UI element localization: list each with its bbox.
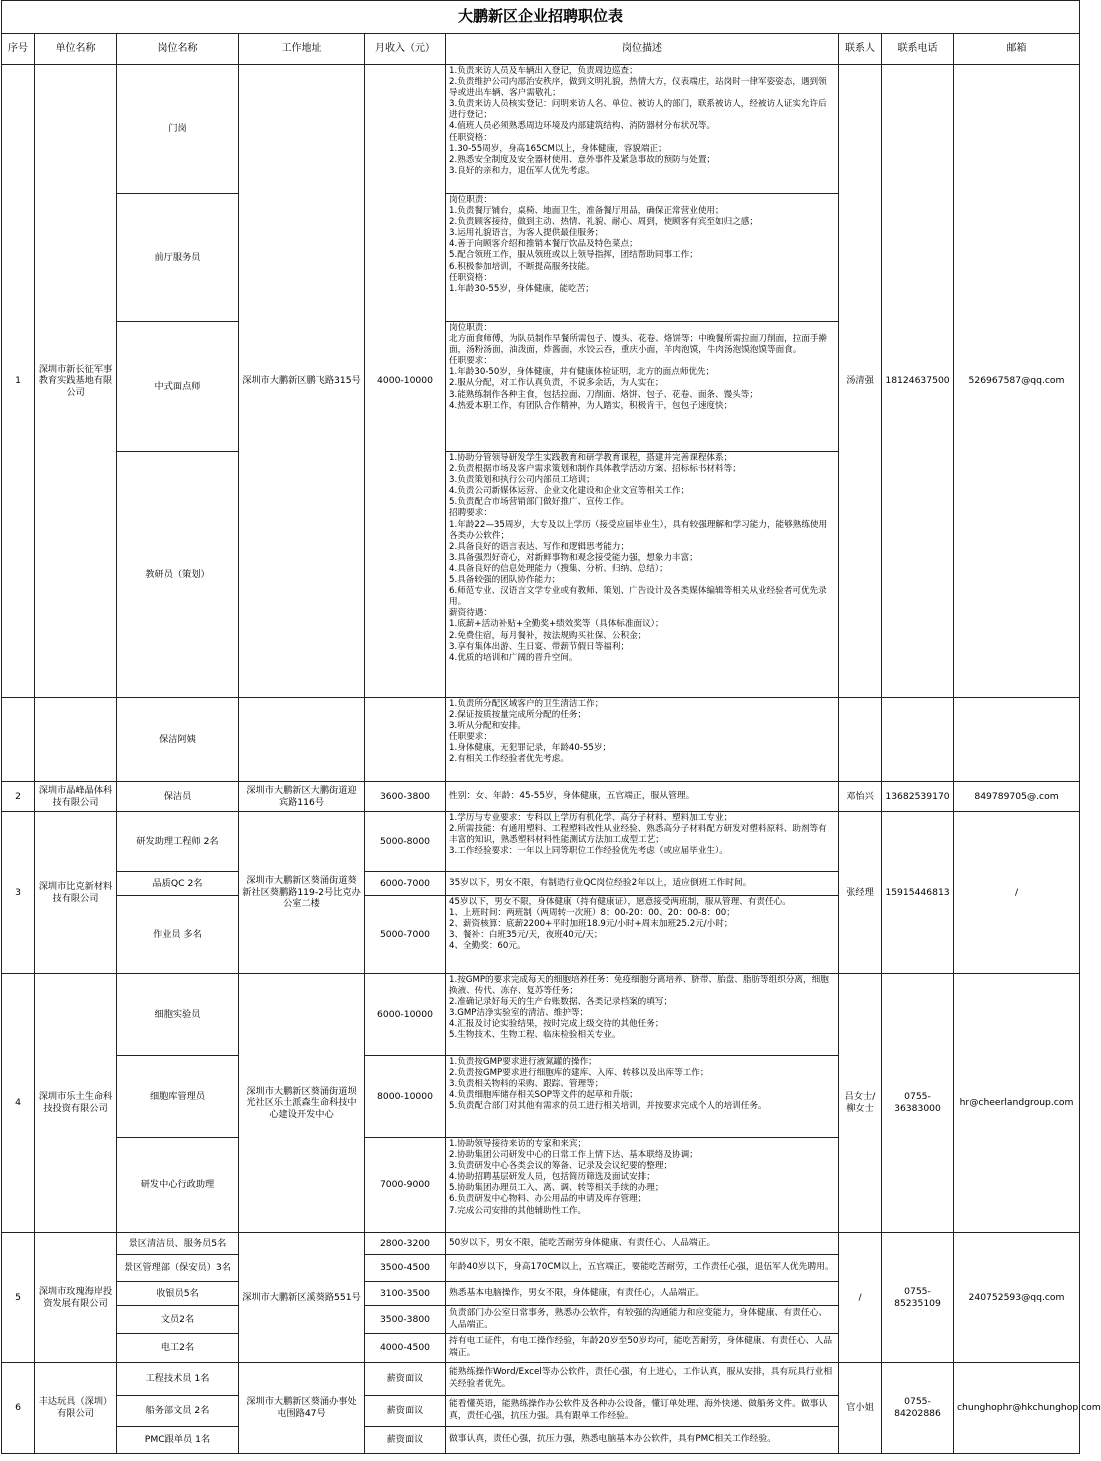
job-description: 1.负责所分配区域客户的卫生清洁工作； 2.保证按质按量完成所分配的任务； 3.听从分配和安排。 任职要求： 1.身体健康，无犯罪记录，年龄40-55岁； 2.有相关工作经验者优先考虑。 — [446, 698, 839, 782]
company-no: 1 — [2, 65, 35, 698]
company-name: 深圳市新长征军事教育实践基地有限公司 — [35, 65, 117, 698]
job-title: PMC跟单员 1名 — [117, 1427, 239, 1454]
salary: 7000-9000 — [365, 1138, 446, 1233]
recruitment-table — [1, 0, 1101, 1454]
job-title: 研发中心行政助理 — [117, 1138, 239, 1233]
salary: 5000-8000 — [365, 812, 446, 872]
company-no: 4 — [2, 974, 35, 1233]
job-description: 1.学历与专业要求：专科以上学历有机化学、高分子材料、塑料加工专业； 2.所需技能：有通用塑料、工程塑料改性从业经验、熟悉高分子材料配方研发对塑料原料、助剂等有丰富的知识，熟悉塑料材料性能测试方法加工成型工艺； 3.工作经验要求：一年以上同等职位工作经验优先考虑（或应届毕业生）。 — [446, 812, 839, 872]
contact-person: 邓怡兴 — [839, 782, 882, 812]
contact-phone: 15915446813 — [882, 812, 954, 974]
company-name: 深圳市玫瑰海岸投资发展有限公司 — [35, 1233, 117, 1363]
table-row — [2, 65, 1080, 194]
job-title: 文员2名 — [117, 1306, 239, 1334]
header-phone: 联系电话 — [882, 34, 954, 65]
job-description: 1.协助领导接待来访的专家和来宾； 2.协助集团公司研发中心的日常工作上情下达、基本联络及协调； 3.负责研发中心各类会议的筹备、记录及会议纪要的整理； 4.协助招聘基层研发人员，包括简历筛选及面试安排； 5.协助集团办理员工入、离、调、转等相关手续的办理； 6.负责研发中心物料、办公用品的申请及库存管理； 7.完成公司安排的其他辅助性工作。 — [446, 1138, 839, 1233]
job-title: 作业员 多名 — [117, 896, 239, 974]
table-row — [2, 812, 1080, 872]
company-no: 3 — [2, 812, 35, 974]
job-description: 岗位职责： 1.负责餐厅铺台，桌椅、地面卫生，准备餐厅用品，确保正常营业使用； 2.负责顾客接待，做到主动、热情、礼貌、耐心、周到，使顾客有宾至如归之感； 3.运用礼貌语言，为客人提供最佳服务； 4.善于向顾客介绍和推销本餐厅饮品及特色菜点； 5.配合领班工作，服从领班或以上领导指挥，团结帮助同事工作； 6.积极参加培训，不断提高服务技能。 任职资格： 1.年龄30-55岁，身体健康，能吃苦； — [446, 194, 839, 322]
salary: 6000-10000 — [365, 974, 446, 1056]
work-address: 深圳市大鹏新区大鹏街道迎宾路116号 — [239, 782, 365, 812]
contact-phone: 0755-84202886 — [882, 1363, 954, 1454]
contact-person: 汤清强 — [839, 65, 882, 698]
company-no: 2 — [2, 782, 35, 812]
contact-person: / — [839, 1233, 882, 1363]
work-address: 深圳市大鹏新区葵涌办事处屯围路47号 — [239, 1363, 365, 1454]
contact-person: 吕女士/柳女士 — [839, 974, 882, 1233]
job-description: 1.负责按GMP要求进行液氮罐的操作； 2.负责按GMP要求进行细胞库的建库、入库、转移以及出库等工作； 3.负责相关物料的采购、跟踪、管理等； 4.负责细胞库储存相关SOP等文件的起草和升版； 5.负责配合部门对其他有需求的员工进行相关培训，并按要求完成个人的培训任务。 — [446, 1056, 839, 1138]
job-description: 35岁以下，男女不限，有制造行业QC岗位经验2年以上，适应倒班工作时间。 — [446, 872, 839, 896]
table-row — [2, 782, 1080, 812]
work-address: 深圳市大鹏新区葵涌街道葵新社区葵鹏路119-2号比克办公室二楼 — [239, 812, 365, 974]
job-description: 持有电工证件，有电工操作经验，年龄20岁至50岁均可，能吃苦耐劳，身体健康、有责任心、人品端正。 — [446, 1334, 839, 1363]
contact-phone: 0755-36383000 — [882, 974, 954, 1233]
job-description: 1.按GMP的要求完成每天的细胞培养任务：免疫细胞分离培养、脐带、胎盘、脂肪等组织分离，细胞换液、传代、冻存、复苏等任务； 2.准确记录好每天的生产台账数据、各类记录档案的填写； 3.GMP洁净实验室的清洁、维护等； 4.汇报及讨论实验结果，按时完成上级交待的其他任务； 5.生物技术、生物工程、临床检验相关专业。 — [446, 974, 839, 1056]
salary: 3500-4500 — [365, 1255, 446, 1282]
header-salary: 月收入（元） — [365, 34, 446, 65]
work-address: 深圳市大鹏新区溪葵路551号 — [239, 1233, 365, 1363]
salary: 2800-3200 — [365, 1233, 446, 1255]
job-description: 性别：女、年龄：45-55岁，身体健康，五官端正，服从管理。 — [446, 782, 839, 812]
job-description: 能看懂英语，能熟练操作办公软件及各种办公设备，懂订单处理、海外快递、做船务文件。做事认真，责任心强，抗压力强。具有跟单工作经验。 — [446, 1396, 839, 1427]
job-description: 熟悉基本电脑操作，男女不限，身体健康，有责任心，人品端正。 — [446, 1282, 839, 1306]
job-title: 保洁阿姨 — [117, 698, 239, 782]
company-name: 深圳市比克新材料技有限公司 — [35, 812, 117, 974]
header-address: 工作地址 — [239, 34, 365, 65]
job-title: 教研员（策划） — [117, 452, 239, 698]
job-title: 细胞实验员 — [117, 974, 239, 1056]
company-name: 深圳市乐土生命科技投资有限公司 — [35, 974, 117, 1233]
header-description: 岗位描述 — [446, 34, 839, 65]
job-title: 品质QC 2名 — [117, 872, 239, 896]
job-description: 岗位职责： 北方面食师傅，为队员制作早餐所需包子、馒头、花卷、烙饼等；中晚餐所需拉面刀削面，拉面手擀面，汤粉汤面，油泼面，炸酱面，水饺云吞，重庆小面，羊肉泡馍，牛肉汤泡馍泡馍等面食。 任职要求： 1.年龄30-50岁，身体健康，并有健康体检证明，北方的面点师优先； 2.服从分配，对工作认真负责，不说多余话，为人实在； 3.能熟练制作各种主食，包括拉面、刀削面、烙饼、包子、花卷、面条、馒头等； 4.热爱本职工作，有团队合作精神，为人踏实，积极肯干，包包子速度快； — [446, 322, 839, 452]
salary: 6000-7000 — [365, 872, 446, 896]
salary: 4000-10000 — [365, 65, 446, 698]
table-row — [2, 974, 1080, 1056]
page-title: 大鹏新区企业招聘职位表 — [2, 1, 1080, 34]
contact-phone: 0755-85235109 — [882, 1233, 954, 1363]
job-title: 门岗 — [117, 65, 239, 194]
salary: 薪资面议 — [365, 1363, 446, 1396]
header-row — [2, 34, 1080, 65]
job-description: 1.协助分管领导研发学生实践教育和研学教育课程，搭建并完善课程体系； 2.负责根据市场及客户需求策划和制作具体教学活动方案、招标标书材料等； 3.负责策划和执行公司内部员工培训； 4.负责公司新媒体运营、企业文化建设和企业文宣等相关工作； 5.负责配合市场营销部门做好推广、宣传工作。 招聘要求： 1.年龄22—35周岁，大专及以上学历（接受应届毕业生），具有较强理解和学习能力，能够熟练使用各类办公软件； 2.具备良好的语言表达、写作和逻辑思考能力； 3.具备强烈好奇心，对新鲜事物和观念接受能力强，想象力丰富； 4.具备良好的信息处理能力（搜集、分析、归纳、总结）； 5.具备较强的团队协作能力； 6.师范专业、汉语言文学专业或有教师、策划、广告设计及各类媒体编辑等相关从业经验者可优先录用。 薪资待遇： 1.底薪+活动补贴+全勤奖+绩效奖等（具体标准面议）； 2.免费住宿，每月餐补，按法规购买社保、公积金； 3.享有集体出游、生日宴、带薪节假日等福利； 4.优质的培训和广阔的晋升空间。 — [446, 452, 839, 698]
table-row — [2, 698, 1080, 782]
header-job: 岗位名称 — [117, 34, 239, 65]
contact-phone: 13682539170 — [882, 782, 954, 812]
job-title: 中式面点师 — [117, 322, 239, 452]
contact-phone: 18124637500 — [882, 65, 954, 698]
table-row — [2, 1233, 1080, 1255]
header-email: 邮箱 — [954, 34, 1080, 65]
salary: 3500-3800 — [365, 1306, 446, 1334]
contact-email: hr@cheerlandgroup.com — [954, 974, 1080, 1233]
salary: 薪资面议 — [365, 1396, 446, 1427]
job-title: 收银员5名 — [117, 1282, 239, 1306]
job-description: 45岁以下，男女不限，身体健康（持有健康证），愿意接受两班制，服从管理、有责任心。 1、上班时间：两班制（两周转一次班）8：00-20：00、20：00-8：00； 2、薪资核算：底薪2200+平时加班18.9元/小时+周末加班25.2元/小时； 3、餐补：白班35元/天，夜班40元/天； 4、全勤奖：60元。 — [446, 896, 839, 974]
job-title: 景区清洁员、服务员5名 — [117, 1233, 239, 1255]
job-description: 做事认真，责任心强，抗压力强，熟悉电脑基本办公软件，具有PMC相关工作经验。 — [446, 1427, 839, 1454]
header-contact: 联系人 — [839, 34, 882, 65]
header-company: 单位名称 — [35, 34, 117, 65]
contact-email: chunghophr@hkchunghop.com — [954, 1363, 1080, 1454]
salary: 8000-10000 — [365, 1056, 446, 1138]
contact-email: 849789705@.com — [954, 782, 1080, 812]
job-title: 前厅服务员 — [117, 194, 239, 322]
job-description: 50岁以下，男女不限，能吃苦耐劳身体健康、有责任心、人品端正。 — [446, 1233, 839, 1255]
contact-person: 张经理 — [839, 812, 882, 974]
job-title: 电工2名 — [117, 1334, 239, 1363]
salary: 3600-3800 — [365, 782, 446, 812]
contact-person: 官小姐 — [839, 1363, 882, 1454]
job-title: 保洁员 — [117, 782, 239, 812]
salary: 薪资面议 — [365, 1427, 446, 1454]
salary: 3100-3500 — [365, 1282, 446, 1306]
table-row — [2, 1363, 1080, 1396]
job-title: 景区管理部（保安员）3名 — [117, 1255, 239, 1282]
company-no: 5 — [2, 1233, 35, 1363]
salary: 4000-4500 — [365, 1334, 446, 1363]
job-description: 负责部门办公室日常事务，熟悉办公软件，有较强的沟通能力和应变能力，身体健康、有责任心、人品端正。 — [446, 1306, 839, 1334]
job-title: 细胞库管理员 — [117, 1056, 239, 1138]
header-no: 序号 — [2, 34, 35, 65]
work-address: 深圳市大鹏新区鹏飞路315号 — [239, 65, 365, 698]
work-address: 深圳市大鹏新区葵涌街道坝光社区乐土派森生命科技中心建设开发中心 — [239, 974, 365, 1233]
company-name: 深圳市晶峰晶体科技有限公司 — [35, 782, 117, 812]
contact-email: / — [954, 812, 1080, 974]
job-title: 研发助理工程师 2名 — [117, 812, 239, 872]
contact-email: 526967587@qq.com — [954, 65, 1080, 698]
job-description: 1.负责来访人员及车辆出入登记，负责周边巡查； 2.负责维护公司内部治安秩序，做到文明礼貌，热情大方，仪表端庄，站岗时一律军姿姿态，遇到领导或进出车辆、客户需敬礼； 3.负责来访人员核实登记：问明来访人名、单位、被访人的部门，联系被访人，经被访人证实允许后进行登记； 4.值班人员必须熟悉周边环境及内部建筑结构、消防器材分布状况等。 任职资格： 1.30-55周岁，身高165CM以上，身体健康，容貌端正； 2.熟悉安全制度及安全器材使用、意外事件及紧急事故的预防与处置； 3.良好的亲和力，退伍军人优先考虑。 — [446, 65, 839, 194]
job-title: 工程技术员 1名 — [117, 1363, 239, 1396]
job-title: 船务部文员 2名 — [117, 1396, 239, 1427]
company-no: 6 — [2, 1363, 35, 1454]
salary: 5000-7000 — [365, 896, 446, 974]
job-description: 年龄40岁以下，身高170CM以上，五官端正，要能吃苦耐劳，工作责任心强，退伍军人优先聘用。 — [446, 1255, 839, 1282]
contact-email: 240752593@qq.com — [954, 1233, 1080, 1363]
company-name: 丰达玩具（深圳）有限公司 — [35, 1363, 117, 1454]
job-description: 能熟练操作Word/Excel等办公软件，责任心强，有上进心，工作认真，服从安排，具有玩具行业相关经验者优先。 — [446, 1363, 839, 1396]
